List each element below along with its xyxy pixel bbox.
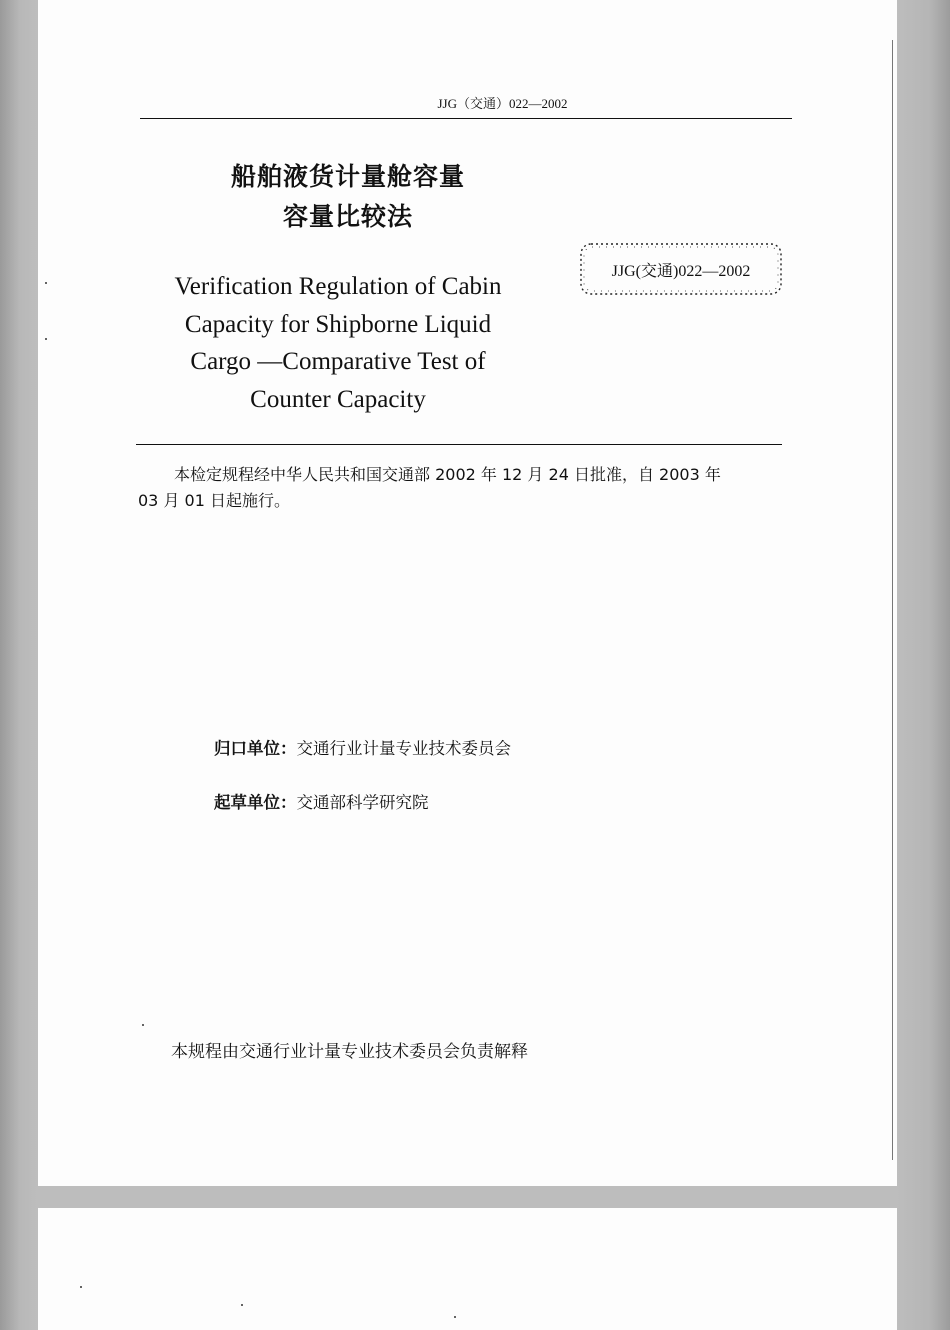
next-document-page bbox=[38, 1208, 897, 1330]
title-zh-line2: 容量比较法 bbox=[282, 202, 413, 231]
title-en-line1: Verification Regulation of Cabin bbox=[174, 273, 502, 300]
responsible-unit-value: 交通行业计量专业技术委员会 bbox=[296, 739, 511, 758]
header-code-text: JJG（交通）022—2002 bbox=[437, 96, 568, 111]
title-en-line3: Cargo —Comparative Test of bbox=[190, 348, 486, 375]
header-code bbox=[38, 93, 897, 112]
title-en-line2: Capacity for Shipborne Liquid bbox=[184, 310, 492, 338]
scan-speck bbox=[241, 1304, 243, 1306]
stamp-code-text: JJG(交通)022—2002 bbox=[611, 263, 751, 280]
scan-speck bbox=[45, 338, 47, 340]
approval-paragraph bbox=[138, 462, 798, 514]
title-rule bbox=[136, 444, 782, 445]
scan-edge-line bbox=[892, 40, 893, 1160]
code-stamp bbox=[576, 240, 786, 298]
scan-speck bbox=[80, 1286, 82, 1288]
responsible-unit-label: 归口单位： bbox=[214, 739, 297, 758]
drafting-unit-value: 交通部科学研究院 bbox=[296, 793, 429, 812]
scan-speck bbox=[142, 1024, 144, 1026]
header-rule bbox=[140, 118, 792, 119]
title-en bbox=[148, 268, 528, 418]
scan-speck bbox=[45, 282, 47, 284]
title-zh-line1: 船舶液货计量舱容量 bbox=[230, 162, 465, 191]
scan-speck bbox=[454, 1316, 456, 1318]
title-en-line4: Counter Capacity bbox=[250, 385, 426, 413]
responsible-unit bbox=[214, 735, 511, 759]
interpretation-note: 本规程由交通行业计量专业技术委员会负责解释 bbox=[171, 1042, 528, 1062]
drafting-unit-label: 起草单位： bbox=[214, 793, 297, 812]
document-page bbox=[38, 0, 897, 1186]
approval-line1: 本检定规程经中华人民共和国交通部 2002 年 12 月 24 日批准，自 2003 年 bbox=[174, 465, 721, 484]
drafting-unit bbox=[214, 789, 429, 813]
approval-line2: 03 月 01 日起施行。 bbox=[138, 491, 290, 510]
